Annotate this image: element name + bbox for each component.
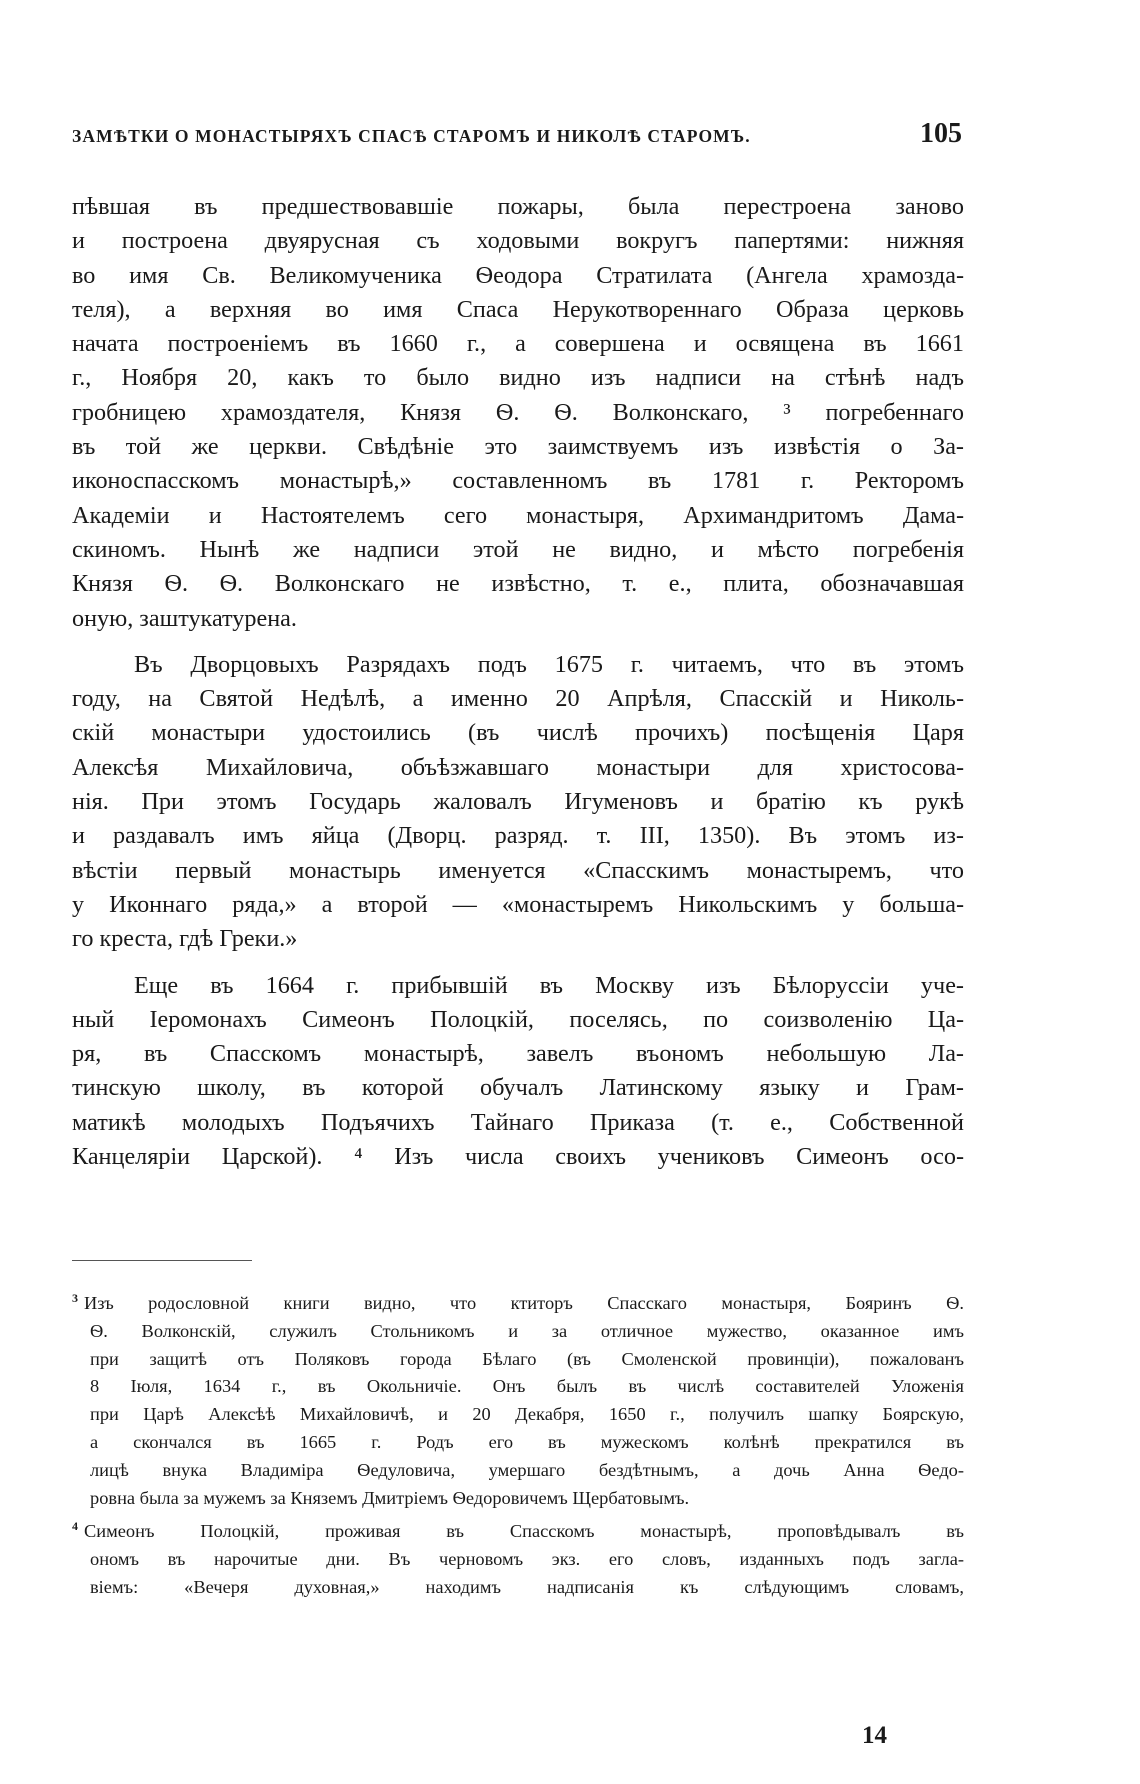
text-line: году, на Святой Недѣлѣ, а именно 20 Апрѣля, Спасскій и Николь- <box>72 685 964 713</box>
text-line: иконоспасскомъ монастырѣ,» составленномъ въ 1781 г. Ректоромъ <box>72 467 964 495</box>
text-line: теля), а верхняя во имя Спаса Нерукотвореннаго Образа церковь <box>72 295 964 323</box>
text-line: ря, въ Спасскомъ монастырѣ, завелъ въономъ небольшую Ла- <box>72 1040 964 1068</box>
footnote-line <box>72 1518 964 1546</box>
text-line: въ той же церкви. Свѣдѣніе это заимствуемъ изъ извѣстія о За- <box>72 433 964 461</box>
text-line: Еще въ 1664 г. прибывшій въ Москву изъ Бѣлоруссіи уче- <box>134 971 964 999</box>
text-line: во имя Св. Великомученика Ѳеодора Стратилата (Ангела храмозда- <box>72 261 964 289</box>
text-line: Князя Ѳ. Ѳ. Волконскаго не извѣстно, т. е., плита, обозначавшая <box>72 570 964 598</box>
text-line: пѣвшая въ предшествовавшіе пожары, была перестроена заново <box>72 193 964 220</box>
text-line: и построена двуярусная съ ходовыми вокругъ папертями: нижняя <box>72 227 964 255</box>
text-line: го креста, гдѣ Греки.» <box>72 925 298 953</box>
footnote <box>72 1518 964 1601</box>
footnote-divider <box>72 1260 252 1261</box>
running-title: ЗАМѢТКИ О МОНАСТЫРЯХЪ СПАСѢ СТАРОМЪ И НИКОЛѢ СТАРОМЪ. <box>72 126 751 146</box>
footnote-line: 8 Іюля, 1634 г., въ Окольничіе. Онъ былъ въ числѣ составителей Уложенія <box>90 1376 964 1397</box>
footnote-line: ровна была за мужемъ за Княземъ Дмитріемъ Ѳедоровичемъ Щербатовымъ. <box>90 1487 690 1508</box>
footnote-line: лицѣ внука Владиміра Ѳедуловича, умершаго бездѣтнымъ, а дочь Анна Ѳедо- <box>90 1459 964 1480</box>
text-line: гробницею храмоздателя, Князя Ѳ. Ѳ. Волконскаго, ³ погребеннаго <box>72 398 964 426</box>
footnote-text: Изъ родословной книги видно, что ктиторъ Спасскаго монастыря, Бояринъ Ѳ. <box>84 1293 964 1313</box>
text-line: у Иконнаго ряда,» а второй — «монастыремъ Никольскимъ у большa- <box>72 890 964 918</box>
text-line: оную, заштукатурена. <box>72 604 297 632</box>
text-line: скиномъ. Нынѣ же надписи этой не видно, и мѣсто погребенія <box>72 535 964 563</box>
paragraph <box>72 190 964 636</box>
footnote-line: віемъ: «Вечеря духовная,» находимъ надписанія къ слѣдующимъ словамъ, <box>90 1576 964 1597</box>
text-line: и раздавалъ имъ яйца (Дворц. разряд. т. III, 1350). Въ этомъ из- <box>72 822 964 850</box>
text-line: тинскую школу, въ которой обучалъ Латинскому языку и Грам- <box>72 1074 964 1102</box>
text-line: Академіи и Настоятелемъ сего монастыря, Архимандритомъ Дама- <box>72 501 964 529</box>
footnote-line <box>72 1290 964 1318</box>
footnote-line: Ѳ. Волконскій, служилъ Стольникомъ и за отличное мужество, оказанное имъ <box>90 1320 964 1341</box>
text-line: Алексѣя Михайловича, объѣзжавшаго монастыри для христосова- <box>72 753 964 781</box>
main-text <box>72 190 964 1174</box>
page-number: 105 <box>920 118 962 149</box>
footnote-line: при защитѣ отъ Поляковъ города Бѣлаго (въ Смоленской провинціи), пожалованъ <box>90 1348 964 1369</box>
text-line: ный Іеромонахъ Симеонъ Полоцкій, поселясь, по соизволенію Ца- <box>72 1005 964 1033</box>
paragraph <box>72 969 964 1175</box>
footnotes <box>72 1290 964 1608</box>
footnote-mark: 4 <box>72 1519 78 1534</box>
footnote-line: ономъ въ нарочитые дни. Въ черновомъ экз. его словъ, изданныхъ подъ загла- <box>90 1549 964 1570</box>
footnote-line: при Царѣ Алексѣѣ Михайловичѣ, и 20 Декабря, 1650 г., получилъ шапку Боярскую, <box>90 1404 964 1425</box>
footnote-line: а скончался въ 1665 г. Родъ его въ мужескомъ колѣнѣ прекратился въ <box>90 1431 964 1452</box>
footnote <box>72 1290 964 1512</box>
running-head <box>72 118 962 158</box>
text-line: г., Ноября 20, какъ то было видно изъ надписи на стѣнѣ надъ <box>72 364 964 392</box>
text-line: скій монастыри удостоились (въ числѣ прочихъ) посѣщенія Царя <box>72 719 964 747</box>
text-line: вѣстіи первый монастырь именуется «Спасскимъ монастыремъ, что <box>72 856 964 884</box>
paragraph <box>72 648 964 957</box>
signature-mark: 14 <box>862 1722 887 1749</box>
text-line: начата построеніемъ въ 1660 г., а совершена и освящена въ 1661 <box>72 330 964 358</box>
text-line: Въ Дворцовыхъ Разрядахъ подъ 1675 г. читаемъ, что въ этомъ <box>134 650 964 678</box>
text-line: нія. При этомъ Государь жаловалъ Игуменовъ и братію къ рукѣ <box>72 788 964 816</box>
text-line: Канцеляріи Царской). ⁴ Изъ числа своихъ учениковъ Симеонъ осо- <box>72 1143 964 1171</box>
text-line: матикѣ молодыхъ Подъячихъ Тайнаго Приказа (т. е., Собственной <box>72 1108 964 1136</box>
footnote-text: Симеонъ Полоцкій, проживая въ Спасскомъ монастырѣ, проповѣдывалъ въ <box>84 1521 964 1542</box>
footnote-mark: 3 <box>72 1290 78 1305</box>
